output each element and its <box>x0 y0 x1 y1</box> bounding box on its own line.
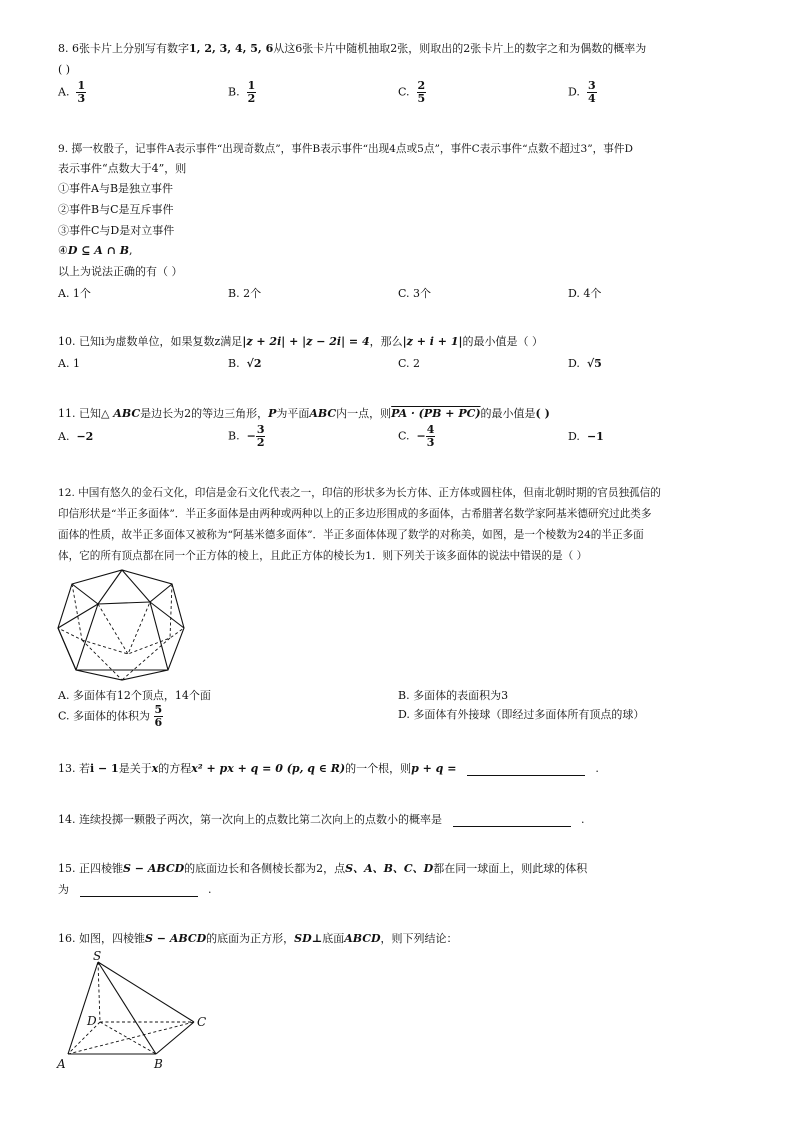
q15-math-1: S − ABCD <box>123 862 185 875</box>
q9-conclusion: 以上为说法正确的有（ ） <box>58 265 183 278</box>
q14-answer-blank[interactable] <box>453 814 571 827</box>
q9-item-1: ①事件A与B是独立事件 <box>58 182 174 195</box>
q16-text-d: ，则下列结论： <box>380 932 458 945</box>
vertex-label-s: S <box>93 950 102 963</box>
edge-hidden <box>170 584 184 638</box>
edge-solid <box>72 570 122 604</box>
q11-d-value: −1 <box>586 430 604 443</box>
q10-text-c: 的最小值是（ ） <box>462 335 543 348</box>
q13-end: . <box>595 762 599 775</box>
q10-text-b: ，那么 <box>369 335 403 348</box>
q11-math-2: P <box>268 407 277 420</box>
edge-sa <box>68 962 98 1054</box>
q12-option-a: A. 多面体有12个顶点，14个面 <box>58 689 211 702</box>
q13-math-1: i − 1 <box>90 762 119 775</box>
q10-a-value: 1 <box>72 357 80 370</box>
q13-answer-blank[interactable] <box>467 763 585 776</box>
q13-text-c: 的方程 <box>158 762 192 775</box>
edge-solid <box>76 604 98 670</box>
q16-text-b: 的底面为正方形， <box>206 932 295 945</box>
q11-b-label: B. <box>228 429 240 443</box>
vertex-label-c: C <box>197 1015 207 1029</box>
q9-option-b: B. 2个 <box>228 287 262 300</box>
q8-option-c-frac <box>417 80 427 105</box>
q9-stem-line2: 表示事件“点数大于4”，则 <box>58 162 187 175</box>
q13-math-4: p + q = <box>411 762 457 775</box>
q15-text-b: 的底面边长和各侧棱长都为2，点 <box>184 862 346 875</box>
edge-solid <box>122 570 172 602</box>
q11-a-value: −2 <box>76 430 94 443</box>
q11-text-b: 是边长为2的等边三角形， <box>140 407 269 420</box>
q11-paren: ( ) <box>535 407 550 420</box>
q11-option-b <box>228 424 265 449</box>
q8-a-num: 1 <box>77 79 86 92</box>
q8-b-den: 2 <box>247 92 256 105</box>
q12-option-c <box>58 704 163 729</box>
q11-math-4: PA · (PB + PC) <box>391 407 481 420</box>
q10-c-value: 2 <box>413 357 421 370</box>
q13-math-2: x <box>151 762 159 775</box>
q12-stem-line1: 12. 中国有悠久的金石文化，印信是金石文化代表之一，印信的形状多为长方体、正方体或圆柱体，但南北朝时期的官员独孤信的 <box>58 487 661 499</box>
edge-hidden <box>98 602 150 654</box>
edge-hidden <box>58 584 82 640</box>
q8-option-b-frac <box>247 80 257 105</box>
q12-option-b: B. 多面体的表面积为3 <box>398 689 509 702</box>
q9-item-4-suffix: , <box>129 244 133 257</box>
edge-sd <box>98 962 100 1022</box>
q15-stem <box>58 862 587 876</box>
q11-c-den: 3 <box>426 436 435 449</box>
q11-math-1: △ ABC <box>101 407 141 420</box>
q10-option-d <box>568 357 602 371</box>
q9-option-c: C. 3个 <box>398 287 432 300</box>
q11-c-num: 4 <box>426 423 435 436</box>
q10-b-label: B. <box>228 357 240 370</box>
q16-math-1: S − ABCD <box>145 932 207 945</box>
q16-math-2: SD⊥ <box>294 932 323 945</box>
q12-stem-line4: 体，它的所有顶点都在同一个正方体的棱上，且此正方体的棱长为1．则下列关于该多面体的说法中错误的是（ ） <box>58 550 588 562</box>
q8-option-b <box>228 80 256 105</box>
q10-option-c <box>398 357 420 371</box>
q16-math-3: ABCD <box>344 932 381 945</box>
q13-text-b: 是关于 <box>118 762 152 775</box>
q11-c-frac <box>426 424 436 449</box>
q12-c-num: 5 <box>154 703 163 716</box>
q15-stem-line2 <box>58 883 212 897</box>
q11-text-e: 的最小值是 <box>480 407 536 420</box>
q11-b-sign: − <box>246 429 256 443</box>
q8-option-b-label: B. <box>228 85 240 99</box>
edge-solid <box>98 602 150 604</box>
q11-b-frac <box>256 424 266 449</box>
q8-option-a <box>58 80 86 105</box>
q8-b-num: 1 <box>247 79 256 92</box>
q11-stem <box>58 407 550 421</box>
q15-line2-text: 为 <box>58 883 69 896</box>
edge-solid <box>150 602 184 628</box>
q8-d-den: 4 <box>587 92 596 105</box>
q9-stem-line1: 9. 掷一枚骰子，记事件A表示事件“出现奇数点”，事件B表示事件“出现4点或5点”，事件C表示事件“点数不超过3”，事件D <box>58 143 633 155</box>
vertex-label-d: D <box>87 1014 97 1028</box>
diagonal-bd <box>100 1022 156 1054</box>
q10-d-value: √5 <box>586 357 602 370</box>
q15-text-a: 15. 正四棱锥 <box>58 862 123 875</box>
q8-c-num: 2 <box>417 79 426 92</box>
q11-d-label: D. <box>568 430 580 443</box>
q11-math-3: ABC <box>309 407 337 420</box>
q8-option-c-label: C. <box>398 85 410 99</box>
q12-c-prefix: C. 多面体的体积为 <box>58 709 151 723</box>
q15-text-c: 都在同一球面上，则此球的体积 <box>433 862 588 875</box>
q12-stem-line2: 印信形状是“半正多面体”．半正多面体是由两种或两种以上的正多边形围成的多面体，古希腊著名数学家阿基米德研究过此类多 <box>58 508 652 520</box>
q8-text-a: 8. 6张卡片上分别写有数字 <box>58 42 189 55</box>
q11-option-c <box>398 424 435 449</box>
q9-option-a: A. 1个 <box>58 287 91 300</box>
q8-c-den: 5 <box>417 92 426 105</box>
q16-stem <box>58 932 458 946</box>
q8-a-den: 3 <box>77 92 86 105</box>
q8-text-b: 从这6张卡片中随机抽取2张，则取出的2张卡片上的数字之和为偶数的概率为 <box>273 42 647 55</box>
q10-d-label: D. <box>568 357 580 370</box>
edge-solid <box>150 602 168 670</box>
q10-text-a: 10. 已知i为虚数单位，如果复数z满足 <box>58 335 243 348</box>
vertex-label-b: B <box>154 1057 163 1071</box>
q10-option-b <box>228 357 261 371</box>
edge-sb <box>98 962 156 1054</box>
q8-d-num: 3 <box>587 79 596 92</box>
q12-option-d: D. 多面体有外接球（即经过多面体所有顶点的球） <box>398 708 645 721</box>
edge-solid <box>58 628 76 670</box>
q10-c-label: C. <box>398 357 410 370</box>
q14-stem <box>58 813 585 827</box>
q12-c-den: 6 <box>154 716 163 729</box>
q12-stem-line3: 面体的性质，故半正多面体又被称为“阿基米德多面体”．半正多面体体现了数学的对称美，如图，是一个棱数为24的半正多面 <box>58 529 644 541</box>
q11-text-d: 内一点，则 <box>336 407 392 420</box>
q9-item-4-math: D ⊆ A ∩ B <box>67 244 129 257</box>
q13-text-a: 13. 若 <box>58 762 90 775</box>
edge-sc <box>98 962 194 1022</box>
q16-text-a: 16. 如图，四棱锥 <box>58 932 145 945</box>
q11-b-den: 2 <box>256 436 265 449</box>
q14-end: . <box>581 813 585 826</box>
q9-option-d: D. 4个 <box>568 287 602 300</box>
q9-item-4-prefix: ④ <box>58 244 68 257</box>
edge-hidden <box>82 638 170 654</box>
q13-text-d: 的一个根，则 <box>345 762 412 775</box>
q10-math-1: |z + 2i| + |z − 2i| = 4 <box>242 335 370 348</box>
q15-math-2: S、A、B、C、D <box>345 862 434 875</box>
q10-a-label: A. <box>58 357 70 370</box>
polyhedron-outline <box>58 570 184 680</box>
q11-option-d <box>568 430 604 444</box>
q15-answer-blank[interactable] <box>80 884 198 897</box>
edge-hidden <box>82 640 122 680</box>
q11-text-a: 11. 已知 <box>58 407 101 420</box>
q10-option-a <box>58 357 80 371</box>
q10-math-2: |z + i + 1| <box>402 335 463 348</box>
pyramid-figure <box>50 950 220 1075</box>
q11-text-c: 为平面 <box>276 407 310 420</box>
vertex-label-a: A <box>57 1057 66 1071</box>
edge-hidden <box>122 638 170 680</box>
q11-c-sign: − <box>416 429 426 443</box>
q8-option-a-frac <box>76 80 86 105</box>
q8-option-d-frac <box>587 80 597 105</box>
q8-answer-paren: ( ) <box>58 63 71 76</box>
q9-item-4 <box>58 244 133 258</box>
q10-stem <box>58 335 543 349</box>
q8-option-d-label: D. <box>568 85 580 99</box>
q9-item-2: ②事件B与C是互斥事件 <box>58 203 174 216</box>
q8-numbers: 1, 2, 3, 4, 5, 6 <box>189 42 274 55</box>
q11-c-label: C. <box>398 429 410 443</box>
polyhedron-figure <box>52 566 192 686</box>
q14-text: 14. 连续投掷一颗骰子两次，第一次向上的点数比第二次向上的点数小的概率是 <box>58 813 442 826</box>
q15-end: . <box>208 883 212 896</box>
q8-option-d <box>568 80 597 105</box>
q8-option-c <box>398 80 426 105</box>
q16-text-c: 底面 <box>322 932 345 945</box>
q9-item-3: ③事件C与D是对立事件 <box>58 224 175 237</box>
q13-math-3: x² + px + q = 0 (p, q ∈ R) <box>191 762 346 775</box>
q12-c-frac <box>154 704 164 729</box>
q8-stem <box>58 42 646 56</box>
q10-b-value: √2 <box>246 357 262 370</box>
q11-option-a <box>58 430 93 444</box>
q8-option-a-label: A. <box>58 85 70 99</box>
q11-b-num: 3 <box>256 423 265 436</box>
q11-a-label: A. <box>58 430 70 443</box>
q13-stem <box>58 762 599 776</box>
